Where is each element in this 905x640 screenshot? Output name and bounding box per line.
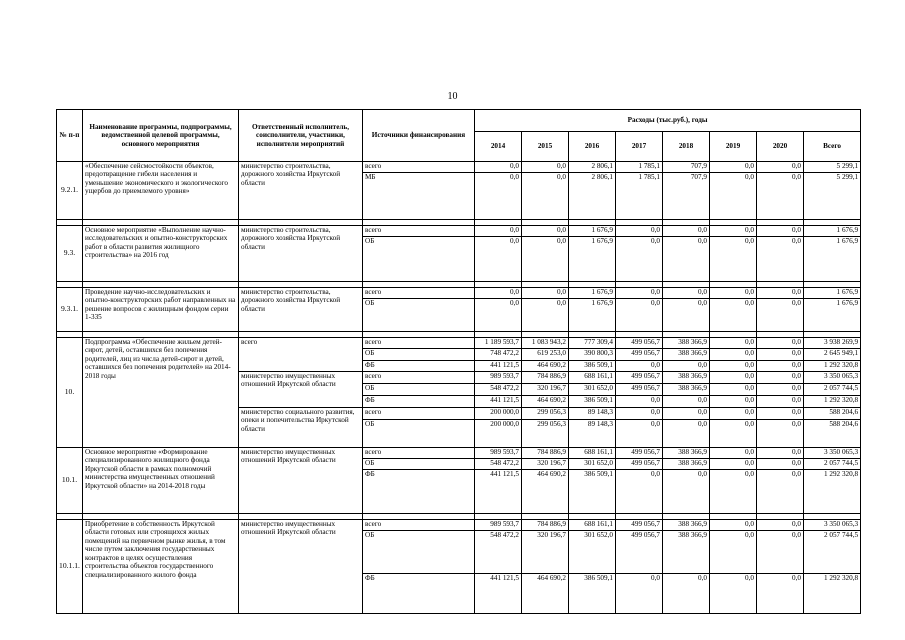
header-total: Всего: [804, 132, 861, 162]
year-value: 0,0: [663, 299, 710, 332]
funding-source: МБ: [363, 173, 475, 220]
year-value: 777 309,4: [569, 338, 616, 349]
year-value: 0,0: [663, 288, 710, 299]
total-value: 2 057 744,5: [804, 384, 861, 396]
year-value: 388 366,9: [663, 520, 710, 531]
responsible-executor: министерство строительства, дорожного хозяйства Иркутской области: [239, 226, 363, 282]
table-row: [57, 338, 861, 349]
year-value: 0,0: [663, 470, 710, 514]
year-value: 1 676,9: [569, 226, 616, 237]
header-year: 2017: [616, 132, 663, 162]
year-value: 0,0: [710, 349, 757, 361]
total-value: 5 299,1: [804, 162, 861, 173]
responsible-executor: министерство строительства, дорожного хозяйства Иркутской области: [239, 162, 363, 220]
year-value: 0,0: [757, 420, 804, 448]
header-year: 2018: [663, 132, 710, 162]
responsible-executor: министерство имущественных отношений Иркутской области: [239, 372, 363, 408]
year-value: 2 806,1: [569, 162, 616, 173]
year-value: 0,0: [710, 470, 757, 514]
year-value: 0,0: [616, 574, 663, 614]
year-value: 0,0: [663, 237, 710, 282]
funding-source: всего: [363, 162, 475, 173]
row-number: 10.1.1.: [57, 520, 83, 614]
year-value: 200 000,0: [475, 420, 522, 448]
total-value: 5 299,1: [804, 173, 861, 220]
table-row: [57, 226, 861, 237]
year-value: 548 472,2: [475, 384, 522, 396]
year-value: 0,0: [522, 162, 569, 173]
year-value: 89 148,3: [569, 420, 616, 448]
year-value: 0,0: [757, 361, 804, 372]
header-year: 2014: [475, 132, 522, 162]
responsible-executor: всего: [239, 338, 363, 372]
year-value: 0,0: [616, 237, 663, 282]
year-value: 0,0: [757, 162, 804, 173]
year-value: 441 121,5: [475, 574, 522, 614]
funding-source: ОБ: [363, 237, 475, 282]
year-value: 0,0: [616, 408, 663, 420]
budget-table: [56, 109, 861, 614]
year-value: 688 161,1: [569, 520, 616, 531]
year-value: 707,9: [663, 173, 710, 220]
funding-source: ФБ: [363, 574, 475, 614]
year-value: 388 366,9: [663, 384, 710, 396]
year-value: 1 676,9: [569, 288, 616, 299]
year-value: 0,0: [710, 384, 757, 396]
total-value: 1 676,9: [804, 226, 861, 237]
year-value: 0,0: [616, 226, 663, 237]
year-value: 499 056,7: [616, 384, 663, 396]
program-name: Основное мероприятие «Формирование специализированного жилищного фонда Иркутской области в рамках полномочий министерства имущественных отношений Иркутской области» на 2014-2018 годы: [83, 448, 239, 514]
funding-source: ОБ: [363, 420, 475, 448]
year-value: 0,0: [710, 361, 757, 372]
year-value: 2 806,1: [569, 173, 616, 220]
header-num: № п-п: [57, 110, 83, 162]
funding-source: всего: [363, 288, 475, 299]
year-value: 320 196,7: [522, 384, 569, 396]
year-value: 0,0: [710, 288, 757, 299]
year-value: 0,0: [616, 288, 663, 299]
year-value: 499 056,7: [616, 338, 663, 349]
header-responsible: Ответственный исполнитель, соисполнители, участники, исполнители мероприятий: [239, 110, 363, 162]
responsible-executor: министерство социального развития, опеки и попечительства Иркутской области: [239, 408, 363, 448]
year-value: 0,0: [475, 173, 522, 220]
table-row: [57, 448, 861, 459]
row-number: 9.3.1.: [57, 288, 83, 332]
funding-source: всего: [363, 338, 475, 349]
table-row: [57, 520, 861, 531]
funding-source: ОБ: [363, 349, 475, 361]
year-value: 0,0: [522, 226, 569, 237]
year-value: 499 056,7: [616, 372, 663, 384]
year-value: 0,0: [757, 470, 804, 514]
year-value: 386 509,1: [569, 470, 616, 514]
row-number: 9.2.1.: [57, 162, 83, 220]
page-number: 10: [447, 91, 458, 102]
funding-source: ОБ: [363, 531, 475, 574]
funding-source: ФБ: [363, 396, 475, 408]
year-value: 499 056,7: [616, 520, 663, 531]
year-value: 299 056,3: [522, 408, 569, 420]
total-value: 588 204,6: [804, 420, 861, 448]
year-value: 0,0: [663, 361, 710, 372]
funding-source: всего: [363, 226, 475, 237]
year-value: 0,0: [616, 361, 663, 372]
total-value: 1 676,9: [804, 299, 861, 332]
year-value: 0,0: [710, 162, 757, 173]
year-value: 388 366,9: [663, 448, 710, 459]
year-value: 0,0: [616, 299, 663, 332]
year-value: 0,0: [757, 226, 804, 237]
year-value: 784 886,9: [522, 372, 569, 384]
year-value: 0,0: [710, 226, 757, 237]
year-value: 0,0: [475, 299, 522, 332]
year-value: 0,0: [475, 162, 522, 173]
year-value: 441 121,5: [475, 470, 522, 514]
table-row: [57, 162, 861, 173]
year-value: 0,0: [757, 237, 804, 282]
row-number: 9.3.: [57, 226, 83, 282]
year-value: 989 593,7: [475, 372, 522, 384]
year-value: 390 800,3: [569, 349, 616, 361]
program-name: «Обеспечение сейсмостойкости объектов, предотвращение гибели населения и уменьшение экономического и экологического ущербов до приемлемого уровня»: [83, 162, 239, 220]
program-name: Проведение научно-исследовательских и опытно-конструкторских работ направленных на решение вопросов с жилищным фондом серии 1-335: [83, 288, 239, 332]
year-value: 299 056,3: [522, 420, 569, 448]
year-value: 388 366,9: [663, 372, 710, 384]
year-value: 464 690,2: [522, 361, 569, 372]
year-value: 441 121,5: [475, 396, 522, 408]
year-value: 301 652,0: [569, 459, 616, 470]
year-value: 499 056,7: [616, 459, 663, 470]
year-value: 388 366,9: [663, 531, 710, 574]
funding-source: ФБ: [363, 361, 475, 372]
funding-source: ОБ: [363, 384, 475, 396]
year-value: 0,0: [475, 237, 522, 282]
table-row: [57, 288, 861, 299]
year-value: 548 472,2: [475, 459, 522, 470]
header-source: Источники финансирования: [363, 110, 475, 162]
header-expenses: Расходы (тыс.руб.), годы: [475, 110, 861, 132]
year-value: 0,0: [710, 338, 757, 349]
year-value: 0,0: [757, 338, 804, 349]
total-value: 1 292 320,8: [804, 361, 861, 372]
total-value: 1 292 320,8: [804, 574, 861, 614]
funding-source: всего: [363, 520, 475, 531]
funding-source: ОБ: [363, 459, 475, 470]
year-value: 0,0: [757, 349, 804, 361]
total-value: 1 292 320,8: [804, 470, 861, 514]
year-value: 0,0: [663, 408, 710, 420]
year-value: 464 690,2: [522, 470, 569, 514]
year-value: 499 056,7: [616, 448, 663, 459]
year-value: 0,0: [710, 299, 757, 332]
year-value: 0,0: [757, 173, 804, 220]
header-year: 2020: [757, 132, 804, 162]
year-value: 0,0: [616, 470, 663, 514]
funding-source: ОБ: [363, 299, 475, 332]
year-value: 0,0: [522, 299, 569, 332]
year-value: 0,0: [757, 396, 804, 408]
row-number: 10.1.: [57, 448, 83, 514]
funding-source: ФБ: [363, 470, 475, 514]
table-body: [57, 162, 861, 614]
year-value: 0,0: [663, 226, 710, 237]
year-value: 388 366,9: [663, 338, 710, 349]
year-value: 688 161,1: [569, 448, 616, 459]
year-value: 784 886,9: [522, 520, 569, 531]
year-value: 0,0: [710, 408, 757, 420]
year-value: 386 509,1: [569, 361, 616, 372]
year-value: 0,0: [522, 173, 569, 220]
year-value: 0,0: [616, 396, 663, 408]
year-value: 548 472,2: [475, 531, 522, 574]
year-value: 320 196,7: [522, 531, 569, 574]
total-value: 2 057 744,5: [804, 531, 861, 574]
year-value: 0,0: [522, 237, 569, 282]
total-value: 2 645 949,1: [804, 349, 861, 361]
year-value: 301 652,0: [569, 384, 616, 396]
year-value: 386 509,1: [569, 396, 616, 408]
year-value: 386 509,1: [569, 574, 616, 614]
year-value: 499 056,7: [616, 531, 663, 574]
program-name: Подпрограмма «Обеспечение жильем детей-сирот, детей, оставшихся без попечения родителей, лиц из числа детей-сирот и детей, оставшихся без попечения родителей» на 2014-2018 годы: [83, 338, 239, 448]
year-value: 0,0: [710, 448, 757, 459]
year-value: 0,0: [757, 531, 804, 574]
year-value: 0,0: [710, 420, 757, 448]
year-value: 989 593,7: [475, 448, 522, 459]
year-value: 0,0: [757, 384, 804, 396]
program-name: Приобретение в собственность Иркутской области готовых или строящихся жилых помещений на первичном рынке жилья, в том числе путем заключения государственных контрактов в целях осуществления строительства объектов государственного специализированного жилого фонда: [83, 520, 239, 614]
year-value: 0,0: [663, 574, 710, 614]
year-value: 1 785,1: [616, 162, 663, 173]
funding-source: всего: [363, 448, 475, 459]
year-value: 0,0: [757, 574, 804, 614]
year-value: 0,0: [757, 372, 804, 384]
year-value: 0,0: [757, 288, 804, 299]
year-value: 784 886,9: [522, 448, 569, 459]
year-value: 0,0: [710, 520, 757, 531]
year-value: 989 593,7: [475, 520, 522, 531]
responsible-executor: министерство имущественных отношений Иркутской области: [239, 448, 363, 514]
year-value: 200 000,0: [475, 408, 522, 420]
total-value: 2 057 744,5: [804, 459, 861, 470]
year-value: 0,0: [710, 396, 757, 408]
year-value: 0,0: [710, 574, 757, 614]
year-value: 0,0: [710, 459, 757, 470]
year-value: 1 189 593,7: [475, 338, 522, 349]
year-value: 464 690,2: [522, 574, 569, 614]
year-value: 688 161,1: [569, 372, 616, 384]
year-value: 0,0: [616, 420, 663, 448]
year-value: 0,0: [522, 288, 569, 299]
year-value: 320 196,7: [522, 459, 569, 470]
year-value: 0,0: [757, 448, 804, 459]
total-value: 3 350 065,3: [804, 448, 861, 459]
year-value: 0,0: [475, 288, 522, 299]
total-value: 588 204,6: [804, 408, 861, 420]
year-value: 89 148,3: [569, 408, 616, 420]
year-value: 464 690,2: [522, 396, 569, 408]
year-value: 388 366,9: [663, 349, 710, 361]
year-value: 0,0: [663, 420, 710, 448]
total-value: 3 350 065,3: [804, 520, 861, 531]
total-value: 1 676,9: [804, 237, 861, 282]
year-value: 707,9: [663, 162, 710, 173]
year-value: 619 253,0: [522, 349, 569, 361]
responsible-executor: министерство имущественных отношений Иркутской области: [239, 520, 363, 614]
year-value: 0,0: [757, 408, 804, 420]
year-value: 301 652,0: [569, 531, 616, 574]
year-value: 0,0: [757, 299, 804, 332]
year-value: 0,0: [710, 372, 757, 384]
total-value: 3 938 269,9: [804, 338, 861, 349]
total-value: 1 292 320,8: [804, 396, 861, 408]
funding-source: всего: [363, 372, 475, 384]
year-value: 0,0: [757, 520, 804, 531]
year-value: 1 676,9: [569, 237, 616, 282]
year-value: 1 676,9: [569, 299, 616, 332]
year-value: 748 472,2: [475, 349, 522, 361]
funding-source: всего: [363, 408, 475, 420]
year-value: 0,0: [663, 396, 710, 408]
year-value: 441 121,5: [475, 361, 522, 372]
total-value: 3 350 065,3: [804, 372, 861, 384]
header-year: 2015: [522, 132, 569, 162]
header-year: 2019: [710, 132, 757, 162]
year-value: 0,0: [710, 173, 757, 220]
responsible-executor: министерство строительства, дорожного хозяйства Иркутской области: [239, 288, 363, 332]
total-value: 1 676,9: [804, 288, 861, 299]
year-value: 0,0: [710, 531, 757, 574]
year-value: 0,0: [475, 226, 522, 237]
header-year: 2016: [569, 132, 616, 162]
year-value: 0,0: [757, 459, 804, 470]
year-value: 1 083 943,2: [522, 338, 569, 349]
year-value: 499 056,7: [616, 349, 663, 361]
year-value: 388 366,9: [663, 459, 710, 470]
year-value: 1 785,1: [616, 173, 663, 220]
header-name: Наименование программы, подпрограммы, ведомственной целевой программы, основного мероприятия: [83, 110, 239, 162]
year-value: 0,0: [710, 237, 757, 282]
program-name: Основное мероприятие «Выполнение научно-исследовательских и опытно-конструкторских работ в области развития жилищного строительства» на 2016 год: [83, 226, 239, 282]
row-number: 10.: [57, 338, 83, 448]
